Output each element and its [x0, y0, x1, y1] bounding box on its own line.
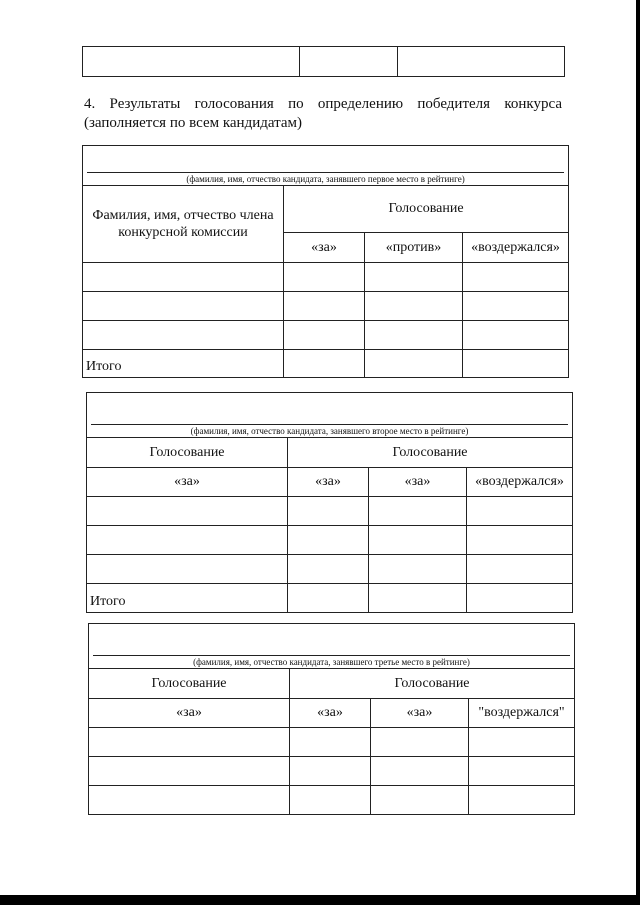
table-cell[interactable]	[369, 555, 467, 584]
table-cell[interactable]	[463, 263, 569, 292]
voting-table-second-place	[86, 392, 573, 613]
section-heading-line2: (заполняется по всем кандидатам)	[84, 115, 303, 131]
table-cell[interactable]	[87, 497, 288, 526]
voting-group-header: Голосование	[284, 186, 569, 233]
table-cell[interactable]	[290, 757, 371, 786]
table-cell	[83, 47, 300, 77]
table-cell[interactable]	[89, 757, 290, 786]
table-cell	[398, 47, 565, 77]
table-cell[interactable]	[463, 350, 569, 378]
table-cell[interactable]	[467, 526, 573, 555]
table-cell[interactable]	[463, 321, 569, 350]
candidate-name-cell[interactable]	[87, 393, 573, 438]
table-cell[interactable]	[371, 728, 469, 757]
option-abstain-header: «воздержался»	[467, 468, 573, 497]
table-cell[interactable]	[284, 350, 365, 378]
member-name-header: Фамилия, имя, отчество члена конкурсной комиссии	[83, 186, 284, 263]
table-cell[interactable]	[83, 292, 284, 321]
voting-table-third-place	[88, 623, 575, 815]
candidate-name-cell[interactable]	[89, 624, 575, 669]
table-cell[interactable]	[369, 584, 467, 613]
total-label: Итого	[83, 350, 284, 378]
table-cell[interactable]	[467, 497, 573, 526]
candidate-caption: (фамилия, имя, отчество кандидата, занявшего первое место в рейтинге)	[186, 174, 465, 184]
voting-group-header: Голосование	[288, 438, 573, 468]
table-cell[interactable]	[284, 292, 365, 321]
total-label: Итого	[87, 584, 288, 613]
table-cell[interactable]	[371, 757, 469, 786]
voting-group-header: Голосование	[290, 669, 575, 699]
table-cell[interactable]	[290, 728, 371, 757]
table-cell[interactable]	[288, 497, 369, 526]
candidate-caption: (фамилия, имя, отчество кандидата, занявшего второе место в рейтинге)	[190, 426, 469, 436]
column-subheader: «за»	[87, 468, 288, 497]
table-cell[interactable]	[467, 584, 573, 613]
table-cell[interactable]	[365, 263, 463, 292]
table-cell[interactable]	[89, 728, 290, 757]
table-cell[interactable]	[469, 757, 575, 786]
option-abstain-header: «воздержался»	[463, 233, 569, 263]
table-cell[interactable]	[467, 555, 573, 584]
section-heading	[84, 95, 562, 133]
table-cell[interactable]	[288, 584, 369, 613]
table-cell[interactable]	[469, 786, 575, 815]
scan-edge-bottom	[0, 895, 640, 905]
table-cell[interactable]	[469, 728, 575, 757]
table-cell[interactable]	[288, 526, 369, 555]
voting-table-first-place	[82, 145, 569, 378]
table-cell[interactable]	[284, 263, 365, 292]
table-cell[interactable]	[89, 786, 290, 815]
table-cell[interactable]	[87, 555, 288, 584]
column-header: Голосование	[87, 438, 288, 468]
table-cell[interactable]	[365, 350, 463, 378]
table-cell[interactable]	[463, 292, 569, 321]
option-header: «за»	[290, 699, 371, 728]
table-cell[interactable]	[369, 497, 467, 526]
table-cell[interactable]	[365, 292, 463, 321]
option-header: «за»	[288, 468, 369, 497]
table-cell[interactable]	[290, 786, 371, 815]
table-cell[interactable]	[371, 786, 469, 815]
table-cell[interactable]	[284, 321, 365, 350]
table-cell[interactable]	[87, 526, 288, 555]
candidate-name-cell[interactable]	[83, 146, 569, 186]
option-for-header: «за»	[284, 233, 365, 263]
table-cell[interactable]	[83, 263, 284, 292]
option-header: «за»	[369, 468, 467, 497]
table-cell[interactable]	[288, 555, 369, 584]
column-subheader: «за»	[89, 699, 290, 728]
previous-table-fragment	[82, 46, 565, 77]
scan-edge-right	[636, 0, 640, 905]
table-cell[interactable]	[83, 321, 284, 350]
option-header: «за»	[371, 699, 469, 728]
table-cell[interactable]	[365, 321, 463, 350]
table-cell[interactable]	[369, 526, 467, 555]
section-heading-line1: 4. Результаты голосования по определению победителя конкурса	[84, 96, 562, 112]
column-header: Голосование	[89, 669, 290, 699]
option-abstain-header: "воздержался"	[469, 699, 575, 728]
table-cell	[300, 47, 398, 77]
option-against-header: «против»	[365, 233, 463, 263]
candidate-caption: (фамилия, имя, отчество кандидата, занявшего третье место в рейтинге)	[193, 657, 470, 667]
